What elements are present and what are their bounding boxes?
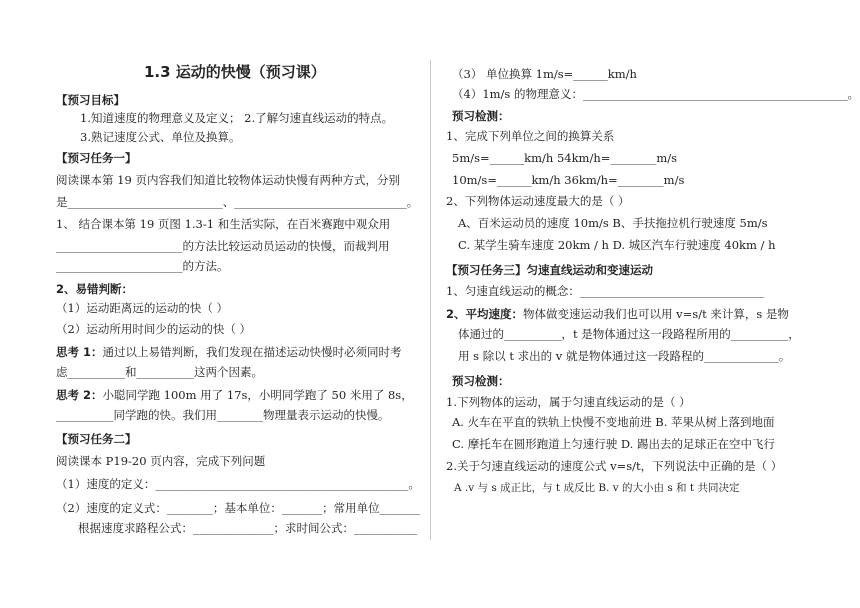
right-line: 用 s 除以 t 求出的 v 就是物体通过这一段路程的_____________。 (458, 349, 791, 363)
lead-label: 【预习任务三】 (446, 263, 527, 277)
left-line: 【预习任务一】 (56, 151, 137, 165)
left-line: （1）运动距离远的运动的快（ ） (56, 301, 228, 315)
right-line: 2.关于匀速直线运动的速度公式 v=s/t，下列说法中正确的是（ ） (446, 459, 783, 473)
left-line: 根据速度求路程公式：______________；求时间公式：___________ (78, 521, 418, 535)
left-line: 虑__________和__________这两个因素。 (56, 365, 263, 379)
lead-label: 思考 2： (56, 388, 103, 402)
left-line: （1）速度的定义：____________________________________________。 (56, 477, 420, 491)
lead-label: 2、平均速度： (446, 307, 524, 321)
left-line: 阅读课本 P19-20 页内容，完成下列问题 (56, 454, 266, 468)
right-line: 1、匀速直线运动的概念：________________________________ (446, 284, 764, 298)
left-line: （2）运动所用时间少的运动的快（ ） (56, 322, 251, 336)
left-line: 3.熟记速度公式、单位及换算。 (80, 130, 241, 144)
line-text: 通过以上易错判断，我们发现在描述运动快慢时必须同时考 (102, 345, 402, 359)
right-line: 1、完成下列单位之间的换算关系 (446, 129, 615, 143)
left-line: 2、易错判断： (56, 282, 134, 296)
right-line: C. 摩托车在圆形跑道上匀速行驶 D. 踢出去的足球正在空中飞行 (452, 437, 775, 451)
column-divider (430, 60, 431, 540)
right-line: 预习检测： (452, 109, 510, 123)
right-line (446, 306, 789, 322)
left-line: （2）速度的定义式：________；基本单位：_______；常用单位_______ (56, 501, 420, 515)
left-line: 【预习目标】 (56, 93, 125, 107)
right-line: 5m/s=______km/h 54km/h=________m/s (452, 151, 678, 165)
right-line: A、百米运动员的速度 10m/s B、手扶拖拉机行驶速度 5m/s (458, 216, 768, 230)
left-line: 阅读课本第 19 页内容我们知道比较物体运动快慢有两种方式，分别 (56, 173, 400, 187)
line-text: 匀速直线运动和变速运动 (526, 263, 653, 277)
left-line: __________同学跑的快。我们用________物理量表示运动的快慢。 (56, 408, 390, 422)
left-line (56, 344, 402, 360)
left-line: 1.知道速度的物理意义及定义； 2.了解匀速直线运动的特点。 (80, 111, 394, 125)
page-title: 1.3 运动的快慢（预习课） (144, 63, 326, 81)
right-line: 体通过的__________，t 是物体通过这一段路程所用的__________， (458, 327, 800, 341)
right-line: A. 火车在平直的铁轨上快慢不变地前进 B. 苹果从树上落到地面 (452, 415, 775, 429)
line-text: 小聪同学跑 100m 用了 17s，小明同学跑了 50 米用了 8s， (102, 388, 413, 402)
left-line: ______________________的方法比较运动员运动的快慢，而裁判用 (56, 239, 390, 253)
line-text: 物体做变速运动我们也可以用 v=s/t 来计算，s 是物 (523, 307, 789, 321)
left-line: 是___________________________、______________________________。 (56, 195, 419, 209)
left-line: 【预习任务二】 (56, 432, 137, 446)
right-line: 预习检测： (452, 374, 510, 388)
right-line: （4）1m/s 的物理意义：______________________________________________。 (452, 87, 859, 101)
right-line: 2、下列物体运动速度最大的是（ ） (446, 194, 630, 208)
left-line: ______________________的方法。 (56, 259, 229, 273)
right-line (446, 262, 653, 278)
right-line: 10m/s=______km/h 36km/h=________m/s (452, 173, 685, 187)
left-line (56, 387, 413, 403)
left-line: 1、 结合课本第 19 页图 1.3-1 和生活实际，在百米赛跑中观众用 (56, 217, 391, 231)
right-line: （3） 单位换算 1m/s=______km/h (452, 67, 637, 81)
right-line: 1.下列物体的运动，属于匀速直线运动的是（ ） (446, 395, 691, 409)
lead-label: 思考 1： (56, 345, 103, 359)
right-line: C. 某学生骑车速度 20km / h D. 城区汽车行驶速度 40km / h (458, 238, 776, 252)
right-line: A .v 与 s 成正比，与 t 成反比 B. v 的大小由 s 和 t 共同决定 (454, 482, 740, 494)
